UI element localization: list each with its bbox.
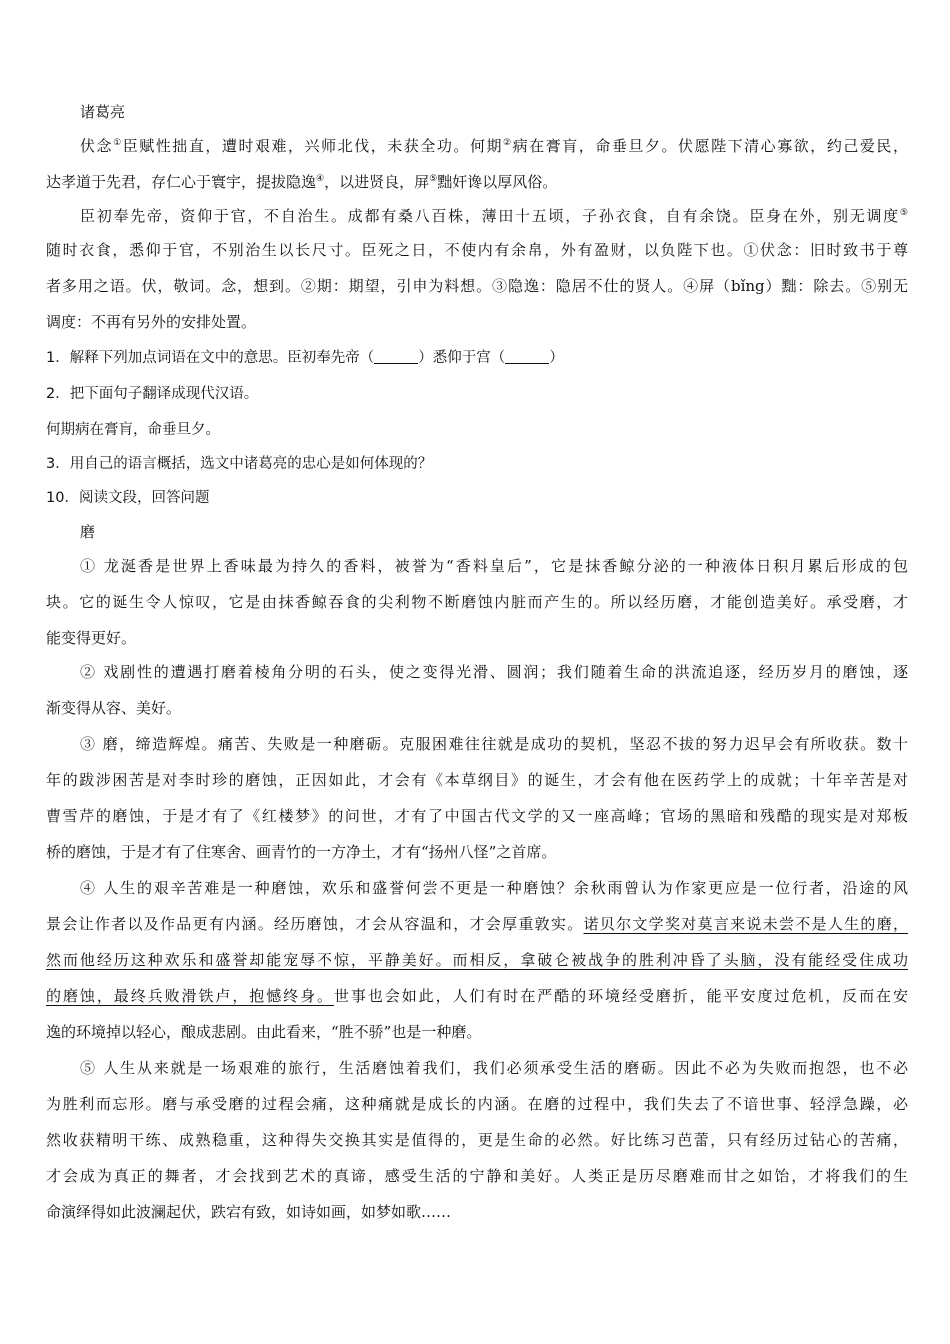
paragraph-1-line: 能变得更好。 xyxy=(46,629,137,647)
paragraph-3-line: 桥的磨蚀，于是才有了住寒舍、画青竹的一方净土，才有“扬州八怪”之首席。 xyxy=(46,843,557,861)
paragraph-5-line: 命演绎得如此波澜起伏，跌宕有致，如诗如画，如梦如歌…… xyxy=(46,1203,452,1221)
paragraph-5-line: 才会成为真正的舞者，才会找到艺术的真谛，感受生活的宁静和美好。人类正是历尽磨难而甘之如饴，才将我们的生 xyxy=(46,1167,908,1185)
passage-title: 诸葛亮 xyxy=(80,103,126,121)
paragraph-2-line: ② 戏剧性的遭遇打磨着棱角分明的石头，使之变得光滑、圆润；我们随着生命的洪流追逐，经历岁月的磨蚀，逐 xyxy=(80,663,908,681)
paragraph-4-line: 的磨蚀，最终兵败滑铁卢，抱憾终身。世事也会如此，人们有时在严酷的环境经受磨折，能平安度过危机，反而在安 xyxy=(46,987,908,1005)
paragraph-1-line: 块。它的诞生令人惊叹，它是由抹香鲸吞食的尖利物不断磨蚀内脏而产生的。所以经历磨，才能创造美好。承受磨，才 xyxy=(46,593,908,611)
question-2-sentence: 何期病在膏肓，命垂旦夕。 xyxy=(46,422,220,438)
paragraph-5-line: ⑤ 人生从来就是一场艰难的旅行，生活磨蚀着我们，我们必须承受生活的磨砺。因此不必为失败而抱怨，也不必 xyxy=(80,1059,908,1077)
passage-line: 随时衣食，悉仰于官，不别治生以长尺寸。臣死之日，不使内有余帛，外有盈财，以负陛下也。①伏念：旧时致书于尊 xyxy=(46,241,908,259)
paragraph-5-line: 为胜利而忘形。磨与承受磨的过程会痛，这种痛就是成长的内涵。在磨的过程中，我们失去了不谙世事、轻浮急躁，必 xyxy=(46,1095,908,1113)
footnote-mark: ⑤ xyxy=(429,174,438,184)
footnote-mark: ① xyxy=(113,138,123,148)
question-3: 3．用自己的语言概括，选文中诸葛亮的忠心是如何体现的？ xyxy=(46,456,433,472)
paragraph-3-line: 年的跋涉困苦是对李时珍的磨蚀，正因如此，才会有《本草纲目》的诞生，才会有他在医药学上的成就；十年辛苦是对 xyxy=(46,771,908,789)
passage-line: 者多用之语。伏，敬词。念，想到。②期：期望，引申为料想。③隐逸：隐居不仕的贤人。④屏（bǐng）黜：除去。⑤别无 xyxy=(46,277,908,295)
paragraph-5-line: 然收获精明干练、成熟稳重，这种得失交换其实是值得的，更是生命的必然。好比练习芭蕾，只有经历过钻心的苦痛， xyxy=(46,1131,908,1149)
paragraph-3-line: 曹雪芹的磨蚀，于是才有了《红楼梦》的问世，才有了中国古代文学的又一座高峰；官场的黑暗和残酷的现实是对郑板 xyxy=(46,807,908,825)
footnote-mark: ④ xyxy=(316,174,325,184)
underlined-sentence: 然而他经历这种欢乐和盛誉却能宠辱不惊，平静美好。而相反，拿破仑被战争的胜利冲昏了头脑，没有能经受住成功 xyxy=(46,951,908,969)
paragraph-4-line: 逸的环境掉以轻心，酿成悲剧。由此看来，“胜不骄”也是一种磨。 xyxy=(46,1023,482,1041)
question-1: 1．解释下列加点词语在文中的意思。臣初奉先帝（ ）悉仰于宫（ ） xyxy=(46,350,564,366)
answer-blank[interactable] xyxy=(374,349,418,364)
answer-blank[interactable] xyxy=(505,349,549,364)
underlined-sentence: 的磨蚀，最终兵败滑铁卢，抱憾终身。 xyxy=(46,987,334,1005)
question-2: 2．把下面句子翻译成现代汉语。 xyxy=(46,386,259,402)
question-10: 10．阅读文段，回答问题 xyxy=(46,490,210,506)
passage-line: 达孝道于先君，存仁心于寰宇，提拔隐逸④，以进贤良，屏⑤黜奸谗以厚风俗。 xyxy=(46,173,558,191)
underlined-sentence: 诺贝尔文学奖对莫言来说未尝不是人生的磨， xyxy=(583,915,908,933)
passage-title: 磨 xyxy=(80,523,96,541)
paragraph-2-line: 渐变得从容、美好。 xyxy=(46,699,182,717)
footnote-mark: ② xyxy=(503,138,513,148)
paragraph-4-line: ④ 人生的艰辛苦难是一种磨蚀，欢乐和盛誉何尝不更是一种磨蚀？余秋雨曾认为作家更应是一位行者，沿途的风 xyxy=(80,879,908,897)
paragraph-4-line: 景会让作者以及作品更有内涵。经历磨蚀，才会从容温和，才会厚重敦实。诺贝尔文学奖对莫言来说未尝不是人生的磨， xyxy=(46,915,908,933)
paragraph-3-line: ③ 磨，缔造辉煌。痛苦、失败是一种磨砺。克服困难往往就是成功的契机，坚忍不拔的努力迟早会有所收获。数十 xyxy=(80,735,908,753)
passage-line: 伏念①臣赋性拙直，遭时艰难，兴师北伐，未获全功。何期②病在膏肓，命垂旦夕。伏愿陛下清心寡欲，约己爱民， xyxy=(80,137,908,155)
paragraph-1-line: ① 龙涎香是世界上香味最为持久的香料，被誉为“香料皇后”，它是抹香鲸分泌的一种液体日积月累后形成的包 xyxy=(80,557,908,575)
footnote-mark: ⑤ xyxy=(899,208,908,218)
passage-line: 臣初奉先帝，资仰于官，不自治生。成都有桑八百株，薄田十五顷，子孙衣食，自有余饶。臣身在外，别无调度⑤ xyxy=(80,207,908,225)
passage-line: 调度：不再有另外的安排处置。 xyxy=(46,313,257,331)
